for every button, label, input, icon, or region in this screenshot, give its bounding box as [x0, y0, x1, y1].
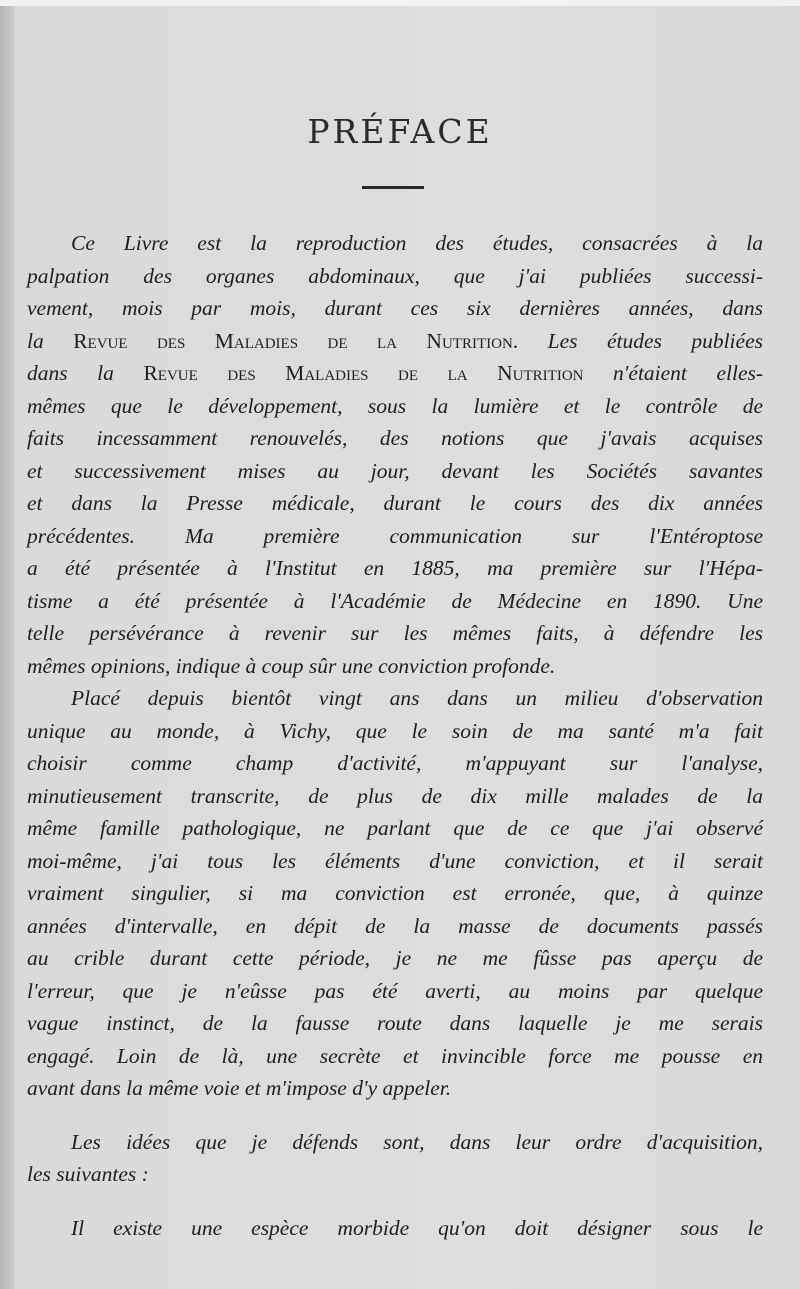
journal-name: Revue des Maladies de la Nutrition: [143, 361, 584, 385]
text-span: la: [27, 328, 74, 353]
text-span: Les études publiées: [518, 328, 763, 353]
text-line: même famille pathologique, ne parlant que de ce que j'ai observé: [27, 816, 763, 840]
text-line: vague instinct, de la fausse route dans laquelle je me serais: [27, 1011, 763, 1035]
text-line: vement, mois par mois, durant ces six dernières années, dans: [27, 296, 763, 320]
text-line: Il existe une espèce morbide qu'on doit désigner sous le: [71, 1215, 763, 1240]
text-line: mêmes que le développement, sous la lumière et le contrôle de: [27, 393, 763, 418]
text-span: n'étaient elles-: [583, 361, 764, 385]
text-line: l'erreur, que je n'eûsse pas été averti, au moins par quelque: [27, 978, 763, 1003]
paragraph-1: [27, 227, 763, 682]
page-binding-edge: [0, 0, 14, 1289]
text-line: [27, 325, 763, 358]
text-line: moi-même, j'ai tous les éléments d'une conviction, et il serait: [27, 848, 763, 873]
text-line: mêmes opinions, indique à coup sûr une conviction profonde.: [27, 653, 556, 678]
text-line: précédentes. Ma première communication sur l'Entéroptose: [27, 523, 763, 548]
text-line: Ce Livre est la reproduction des études, consacrées à la: [71, 231, 763, 255]
paragraph-3: [27, 1126, 763, 1191]
text-line: avant dans la même voie et m'impose d'y appeler.: [27, 1076, 452, 1100]
text-line: et successivement mises au jour, devant les Sociétés savantes: [27, 458, 763, 483]
text-line: au crible durant cette période, je ne me fûsse pas aperçu de: [27, 946, 763, 970]
text-line: Les idées que je défends sont, dans leur ordre d'acquisition,: [71, 1129, 763, 1154]
text-line: engagé. Loin de là, une secrète et invincible force me pousse en: [27, 1043, 763, 1068]
journal-name: Revue des Maladies de la Nutrition.: [73, 328, 519, 353]
text-line: telle persévérance à revenir sur les mêmes faits, à défendre les: [27, 621, 763, 645]
text-line: faits incessamment renouvelés, des notions que j'avais acquises: [27, 426, 763, 450]
text-line: et dans la Presse médicale, durant le cours des dix années: [27, 491, 763, 515]
text-line: les suivantes :: [27, 1162, 149, 1186]
text-line: a été présentée à l'Institut en 1885, ma première sur l'Hépa-: [27, 556, 763, 580]
title-rule: [362, 186, 424, 189]
text-span: dans la: [27, 361, 144, 385]
body-text: [27, 227, 763, 1244]
text-line: Placé depuis bientôt vingt ans dans un milieu d'observation: [71, 686, 763, 710]
text-line: minutieusement transcrite, de plus de dix mille malades de la: [27, 783, 763, 808]
text-line: années d'intervalle, en dépit de la masse de documents passés: [27, 913, 763, 938]
paragraph-4: [27, 1212, 763, 1245]
paragraph-gap: [27, 1191, 763, 1212]
text-line: palpation des organes abdominaux, que j'ai publiées successi-: [27, 263, 763, 288]
page-title: PRÉFACE: [307, 112, 493, 151]
paragraph-gap: [27, 1105, 763, 1126]
text-line: unique au monde, à Vichy, que le soin de ma santé m'a fait: [27, 718, 763, 743]
text-line: vraiment singulier, si ma conviction est erronée, que, à quinze: [27, 881, 763, 905]
paragraph-2: [27, 682, 763, 1105]
page-top-edge: [0, 0, 800, 6]
text-line: choisir comme champ d'activité, m'appuyant sur l'analyse,: [27, 751, 763, 775]
text-line: tisme a été présentée à l'Académie de Médecine en 1890. Une: [27, 588, 763, 613]
text-line: [27, 357, 763, 390]
